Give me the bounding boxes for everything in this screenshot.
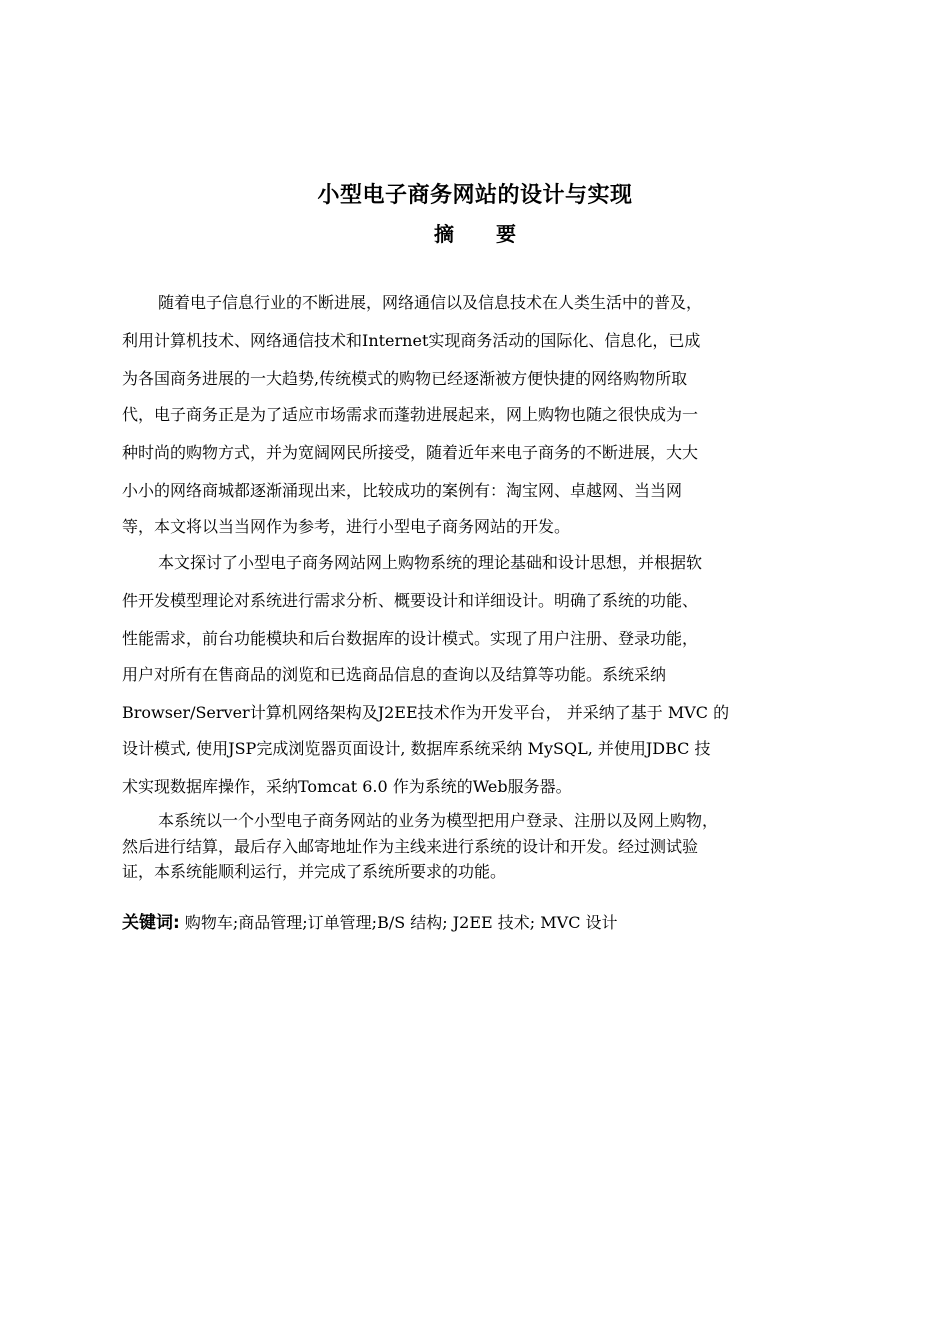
paragraph-1-line-7: 等，本文将以当当网作为参考，进行小型电子商务网站的开发。 (122, 517, 571, 536)
keywords-text: 购物车;商品管理;订单管理;B/S 结构; J2EE 技术; MVC 设计 (179, 913, 618, 932)
abstract-heading-char-2: 要 (496, 222, 516, 246)
paragraph-3-line-3: 证，本系统能顺利运行，并完成了系统所要求的功能。 (122, 862, 507, 881)
paragraph-1-line-1: 随着电子信息行业的不断进展，网络通信以及信息技术在人类生活中的普及， (158, 293, 703, 312)
paragraph-1-line-6: 小小的网络商城都逐渐涌现出来，比较成功的案例有：淘宝网、卓越网、当当网 (122, 481, 683, 500)
paragraph-1-line-3: 为各国商务进展的一大趋势,传统模式的购物已经逐渐被方便快捷的网络购物所取 (122, 369, 688, 388)
paragraph-2-line-5: Browser/Server计算机网络架构及J2EE技术作为开发平台， 并采纳了基于 MVC 的 (122, 703, 730, 722)
paragraph-2-line-3: 性能需求，前台功能模块和后台数据库的设计模式。实现了用户注册、登录功能， (122, 629, 699, 648)
paragraph-2-line-6: 设计模式, 使用JSP完成浏览器页面设计, 数据库系统采纳 MySQL, 并使用JDBC 技 (122, 739, 711, 758)
paragraph-3-line-2: 然后进行结算，最后存入邮寄地址作为主线来进行系统的设计和开发。经过测试验 (122, 837, 699, 856)
paragraph-2-line-1: 本文探讨了小型电子商务网站网上购物系统的理论基础和设计思想，并根据软 (158, 553, 703, 572)
abstract-heading (0, 218, 950, 247)
keywords-label: 关键词: (122, 913, 180, 933)
paragraph-1-line-5: 种时尚的购物方式，并为宽阔网民所接受，随着近年来电子商务的不断进展，大大 (122, 443, 699, 462)
paragraph-2-line-4: 用户对所有在售商品的浏览和已选商品信息的查询以及结算等功能。系统采纳 (122, 665, 667, 684)
paper-title: 小型电子商务网站的设计与实现 (317, 182, 633, 208)
keywords-line (122, 908, 618, 933)
paragraph-1-line-4: 代，电子商务正是为了适应市场需求而蓬勃进展起来，网上购物也随之很快成为一 (122, 405, 699, 424)
paragraph-2-line-2: 件开发模型理论对系统进行需求分析、概要设计和详细设计。明确了系统的功能、 (122, 591, 699, 610)
paragraph-2-line-7: 术实现数据库操作，采纳Tomcat 6.0 作为系统的Web服务器。 (122, 777, 572, 796)
paragraph-1-line-2: 利用计算机技术、网络通信技术和Internet实现商务活动的国际化、信息化，已成 (122, 331, 701, 350)
abstract-heading-char-1: 摘 (434, 222, 454, 246)
paragraph-3-line-1: 本系统以一个小型电子商务网站的业务为模型把用户登录、注册以及网上购物， (158, 811, 719, 830)
